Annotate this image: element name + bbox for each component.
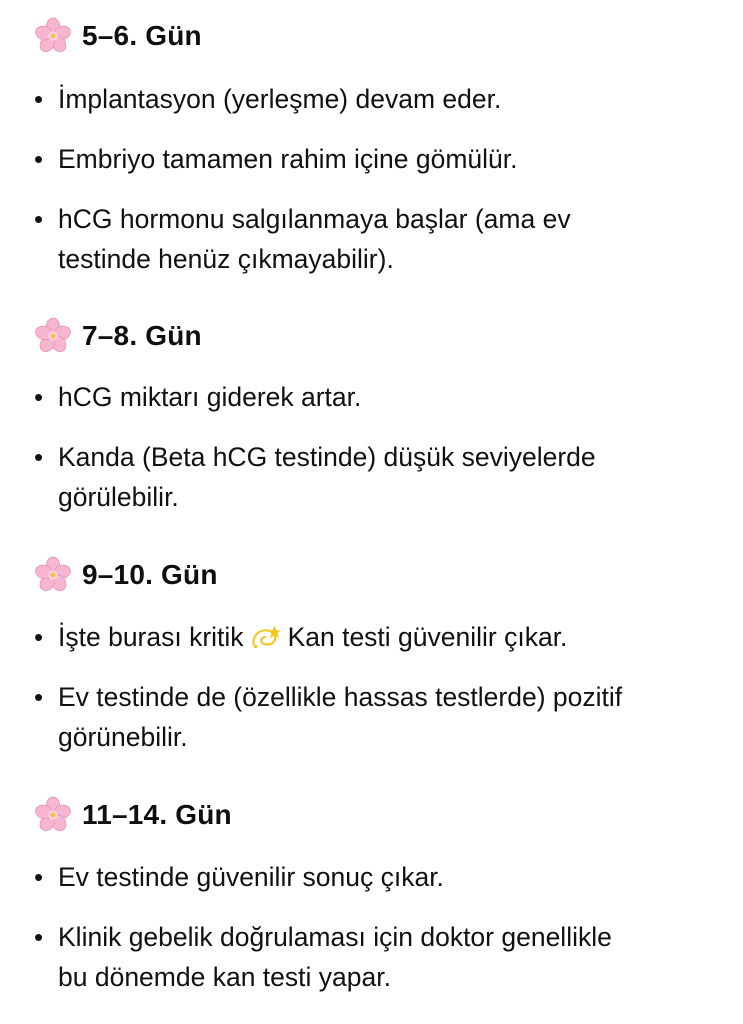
list-item-text: İmplantasyon (yerleşme) devam eder. xyxy=(58,84,502,114)
bullet-marker: • xyxy=(34,382,44,412)
list-item-line: Kanda (Beta hCG testinde) düşük seviyelerde xyxy=(58,442,596,472)
section-heading-5-6 xyxy=(34,16,202,56)
list-item-line: Ev testinde de (özellikle hassas testlerde) pozitif xyxy=(58,682,623,712)
cherry-blossom-icon xyxy=(34,317,72,355)
list-item-text-after: Kan testi güvenilir çıkar. xyxy=(287,622,568,652)
list-item-line: görülebilir. xyxy=(58,482,179,512)
bullet-marker: • xyxy=(34,204,44,234)
list-item-text xyxy=(58,677,622,757)
section-title: 9–10. Gün xyxy=(82,559,218,590)
list-item xyxy=(34,437,714,517)
cherry-blossom-icon xyxy=(34,556,72,594)
dizzy-icon xyxy=(248,620,282,654)
list-item-text: Ev testinde güvenilir sonuç çıkar. xyxy=(58,862,444,892)
list-item-text xyxy=(58,917,612,997)
cherry-blossom-icon xyxy=(34,17,72,55)
section-heading-9-10 xyxy=(34,555,218,595)
section-title: 5–6. Gün xyxy=(82,20,202,51)
list-item xyxy=(34,617,714,657)
bullet-marker: • xyxy=(34,84,44,114)
list-item xyxy=(34,199,714,279)
list-item-text xyxy=(58,617,567,657)
list-item-line: testinde henüz çıkmayabilir). xyxy=(58,244,394,274)
list-item xyxy=(34,917,714,997)
section-heading-7-8 xyxy=(34,316,202,356)
list-item-text: hCG miktarı giderek artar. xyxy=(58,382,362,412)
list-item-text xyxy=(58,437,596,517)
bullet-marker: • xyxy=(34,682,44,712)
list-item xyxy=(34,677,714,757)
list-item xyxy=(34,79,714,119)
list-item-line: görünebilir. xyxy=(58,722,188,752)
bullet-marker: • xyxy=(34,442,44,472)
list-item xyxy=(34,139,714,179)
cherry-blossom-icon xyxy=(34,796,72,834)
bullet-marker: • xyxy=(34,922,44,952)
list-item-text: Embriyo tamamen rahim içine gömülür. xyxy=(58,144,518,174)
section-title: 7–8. Gün xyxy=(82,320,202,351)
list-item-line: bu dönemde kan testi yapar. xyxy=(58,962,391,992)
section-title: 11–14. Gün xyxy=(82,799,232,830)
list-item xyxy=(34,857,714,897)
bullet-marker: • xyxy=(34,622,44,652)
bullet-marker: • xyxy=(34,862,44,892)
list-item-line: hCG hormonu salgılanmaya başlar (ama ev xyxy=(58,204,571,234)
list-item-text-before: İşte burası kritik xyxy=(58,622,244,652)
list-item xyxy=(34,377,714,417)
bullet-marker: • xyxy=(34,144,44,174)
section-heading-11-14 xyxy=(34,795,232,835)
list-item-line: Klinik gebelik doğrulaması için doktor genellikle xyxy=(58,922,612,952)
list-item-text xyxy=(58,199,571,279)
